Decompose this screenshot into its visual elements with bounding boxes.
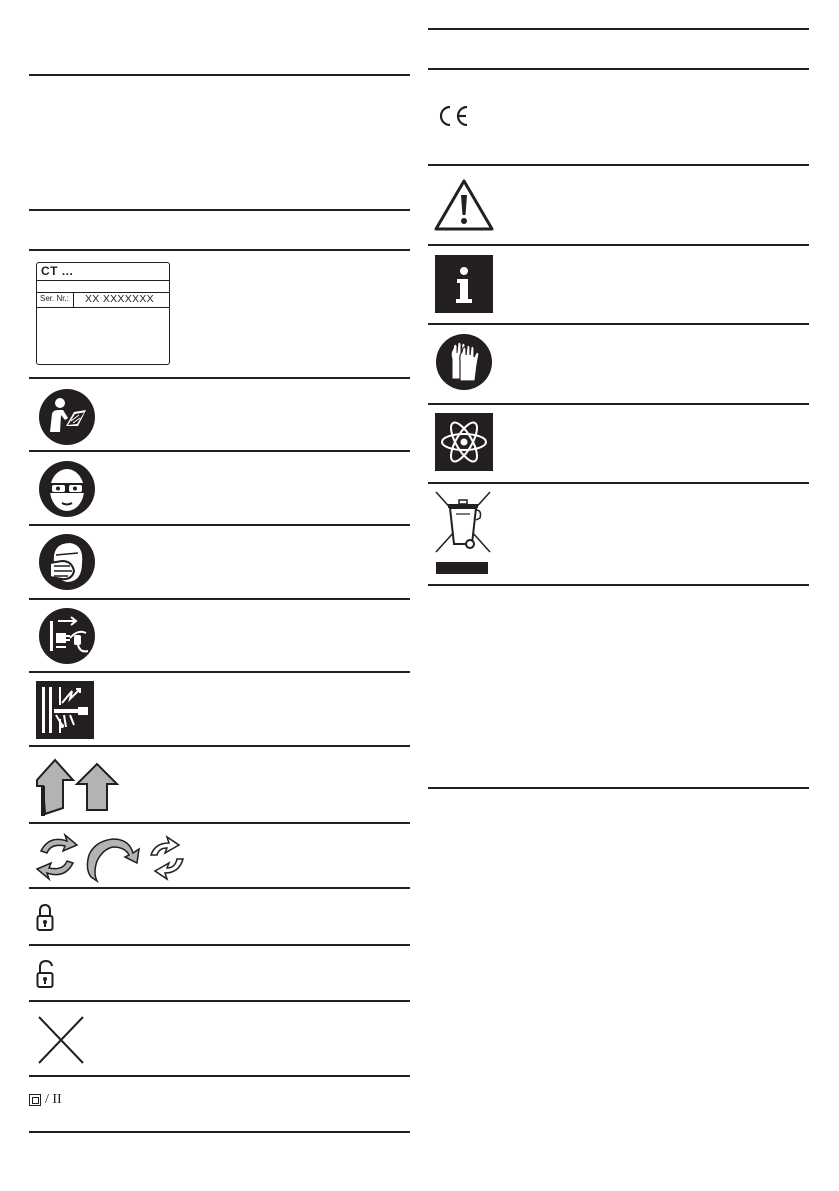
arrow-up-icon <box>33 756 121 816</box>
divider <box>29 887 410 889</box>
rotation-direction-icon <box>33 833 191 883</box>
divider <box>29 524 410 526</box>
divider <box>29 671 410 673</box>
serial-divider <box>73 293 74 307</box>
divider <box>29 74 410 76</box>
divider <box>29 249 410 251</box>
protection-class-label: / II <box>45 1092 62 1107</box>
lock-closed-icon <box>36 903 54 933</box>
divider <box>29 1075 410 1077</box>
divider <box>428 403 809 405</box>
eye-protection-icon <box>38 460 96 518</box>
divider <box>29 745 410 747</box>
divider <box>428 787 809 789</box>
model-label: CT ... <box>41 264 74 278</box>
atom-icon <box>435 413 493 471</box>
divider <box>428 482 809 484</box>
ce-mark-icon <box>436 104 470 128</box>
rating-plate-header <box>37 263 169 281</box>
read-manual-icon <box>38 388 96 446</box>
divider <box>428 28 809 30</box>
warning-triangle-icon <box>434 179 494 231</box>
divider <box>29 1131 410 1133</box>
divider <box>428 68 809 70</box>
lock-open-icon <box>36 958 58 990</box>
divider <box>29 598 410 600</box>
divider <box>428 584 809 586</box>
hidden-cables-icon <box>36 681 94 739</box>
rating-plate <box>36 262 170 365</box>
divider <box>29 450 410 452</box>
serial-value: XX XXXXXXX <box>85 293 154 305</box>
divider <box>428 164 809 166</box>
double-square-icon <box>29 1094 41 1106</box>
weee-bin-icon <box>434 490 492 576</box>
divider <box>29 944 410 946</box>
prohibited-icon <box>36 1015 86 1065</box>
serial-row <box>37 292 169 308</box>
divider <box>29 209 410 211</box>
divider <box>29 377 410 379</box>
divider <box>29 822 410 824</box>
unplug-icon <box>38 607 96 665</box>
divider <box>428 244 809 246</box>
info-icon <box>435 255 493 313</box>
serial-label: Ser. Nr.: <box>40 294 69 303</box>
gloves-icon <box>435 333 493 391</box>
divider <box>29 1000 410 1002</box>
dust-mask-icon <box>38 533 96 591</box>
divider <box>428 323 809 325</box>
protection-class-ii-icon <box>29 1092 62 1108</box>
